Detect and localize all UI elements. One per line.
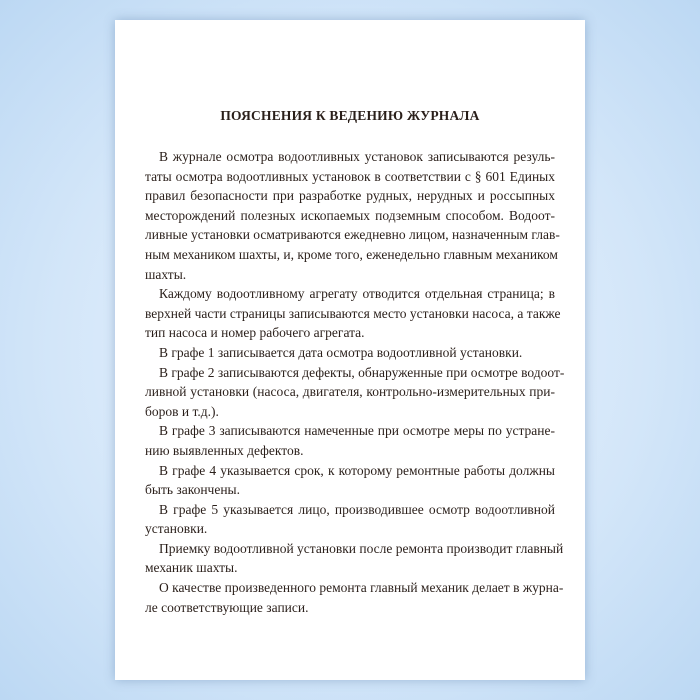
text-line: ливной установки (насоса, двигателя, контрольно-измерительных при- xyxy=(145,384,555,400)
text-line: В графе 1 записывается дата осмотра водоотливной установки. xyxy=(159,344,523,360)
text-line: механик шахты. xyxy=(145,560,238,576)
page-title: ПОЯСНЕНИЯ К ВЕДЕНИЮ ЖУРНАЛА xyxy=(220,108,480,123)
paragraph xyxy=(145,147,560,284)
paragraph xyxy=(145,500,555,539)
text-line: В графе 3 записываются намеченные при осмотре меры по устране- xyxy=(159,423,555,439)
text-line: быть закончены. xyxy=(145,482,240,498)
text-line: ле соответствующие записи. xyxy=(145,599,309,615)
text-line: тип насоса и номер рабочего агрегата. xyxy=(145,325,365,341)
paragraph xyxy=(145,539,564,578)
text-line: месторождений полезных ископаемых подземным способом. Водоот- xyxy=(145,207,555,223)
text-line: таты осмотра водоотливных установок в соответствии с § 601 Единых xyxy=(145,168,555,184)
text-line: В графе 5 указывается лицо, производившее осмотр водоотливной xyxy=(159,501,555,517)
text-line: Каждому водоотливному агрегату отводится отдельная страница; в xyxy=(159,286,555,302)
text-line: нию выявленных дефектов. xyxy=(145,442,304,458)
paragraph xyxy=(145,284,561,343)
text-line: ным механиком шахты, и, кроме того, еженедельно главным механиком xyxy=(145,246,558,262)
text-line: В журнале осмотра водоотливных установок записываются резуль- xyxy=(159,149,555,164)
text-line: установки. xyxy=(145,521,208,537)
text-line: Приемку водоотливной установки после ремонта производит главный xyxy=(159,540,564,556)
paragraph xyxy=(145,343,555,363)
text-line: верхней части страницы записываются место установки насоса, а также xyxy=(145,305,561,321)
text-line: шахты. xyxy=(145,266,187,282)
text-line: правил безопасности при разработке рудных, нерудных и россыпных xyxy=(145,188,555,204)
text-line: боров и т.д.). xyxy=(145,403,219,419)
paragraph xyxy=(145,578,564,617)
text-line: ливные установки осматриваются ежедневно лицом, назначенным глав- xyxy=(145,227,560,243)
document-body xyxy=(145,147,565,617)
text-line: В графе 4 указывается срок, к которому ремонтные работы должны xyxy=(159,462,555,478)
text-line: В графе 2 записываются дефекты, обнаруженные при осмотре водоот- xyxy=(159,364,565,380)
paragraph xyxy=(145,421,555,460)
paragraph xyxy=(145,363,565,422)
text-line: О качестве произведенного ремонта главный механик делает в журна- xyxy=(159,580,564,596)
document-page xyxy=(115,20,585,680)
paragraph xyxy=(145,461,555,500)
